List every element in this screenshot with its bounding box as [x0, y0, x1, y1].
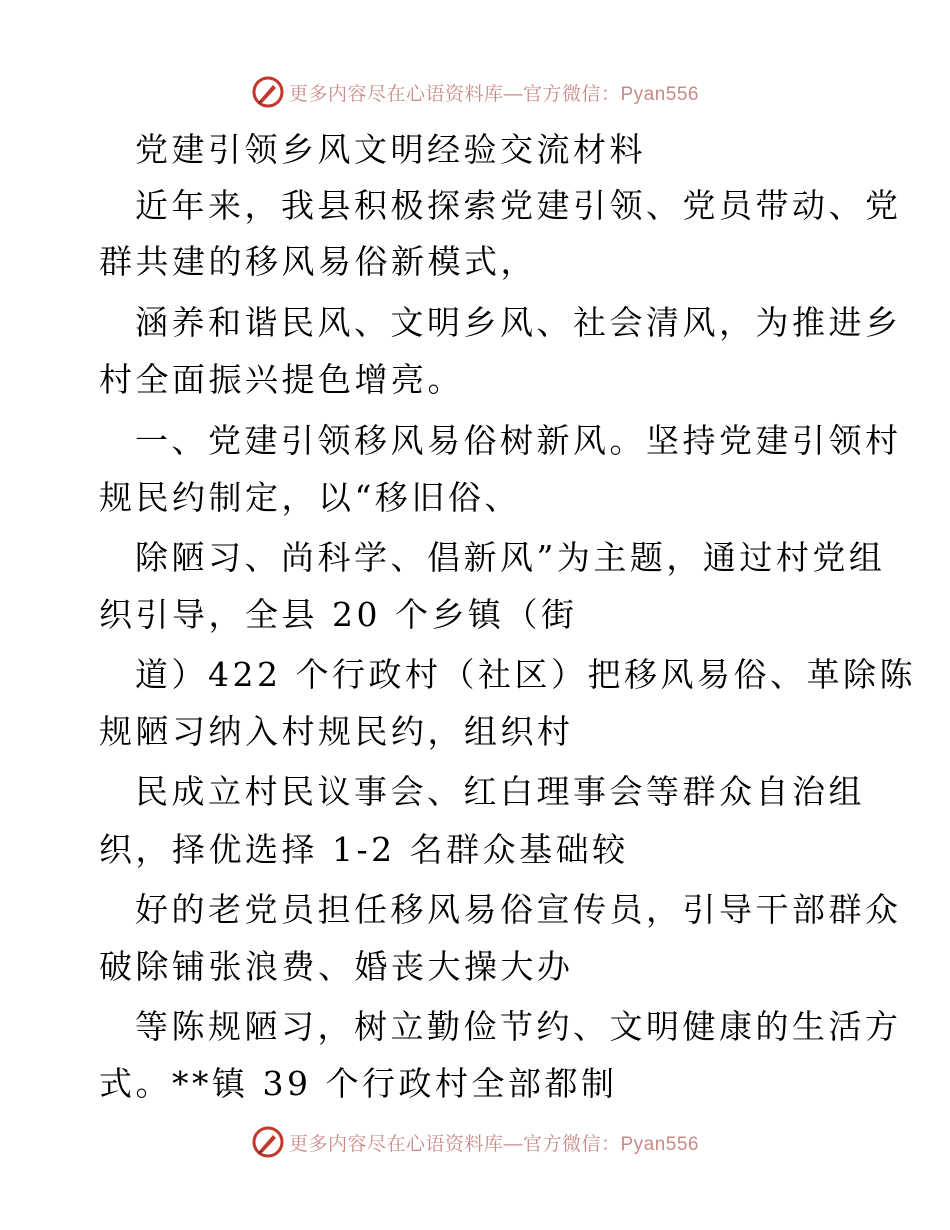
watermark-text: 更多内容尽在心语资料库—官方微信：Pyan556 — [288, 1133, 699, 1155]
pen-logo-icon — [251, 75, 285, 109]
header-watermark — [0, 72, 950, 112]
text-line: 村全面振兴提色增亮。 — [99, 360, 464, 399]
text-line: 近年来，我县积极探索党建引领、党员带动、党 — [135, 186, 902, 225]
text-line: 道）422 个行政村（社区）把移风易俗、革除陈 — [135, 655, 916, 694]
text-line: 民成立村民议事会、红白理事会等群众自治组 — [135, 772, 865, 811]
text-line: 涵养和谐民风、文明乡风、社会清风，为推进乡 — [135, 303, 902, 342]
watermark-text: 更多内容尽在心语资料库—官方微信：Pyan556 — [288, 83, 699, 105]
footer-watermark — [0, 1122, 950, 1162]
text-line: 等陈规陋习，树立勤俭节约、文明健康的生活方 — [135, 1007, 902, 1046]
text-line: 破除铺张浪费、婚丧大操大办 — [99, 947, 574, 986]
document-title: 党建引领乡风文明经验交流材料 — [135, 130, 646, 169]
text-line: 规陋习纳入村规民约，组织村 — [99, 712, 574, 751]
text-line: 织，择优选择 1-2 名群众基础较 — [99, 830, 629, 869]
text-line: 式。**镇 39 个行政村全部都制 — [99, 1064, 618, 1103]
pen-logo-icon — [251, 1125, 285, 1159]
text-line: 好的老党员担任移风易俗宣传员，引导干部群众 — [135, 890, 902, 929]
text-line: 织引导，全县 20 个乡镇（街 — [99, 595, 578, 634]
text-line: 除陋习、尚科学、倡新风”为主题，通过村党组 — [135, 538, 886, 577]
text-line: 群共建的移风易俗新模式， — [99, 242, 537, 281]
text-line: 规民约制定，以“移旧俗、 — [99, 478, 521, 517]
text-line: 一、党建引领移风易俗树新风。坚持党建引领村 — [135, 421, 902, 460]
